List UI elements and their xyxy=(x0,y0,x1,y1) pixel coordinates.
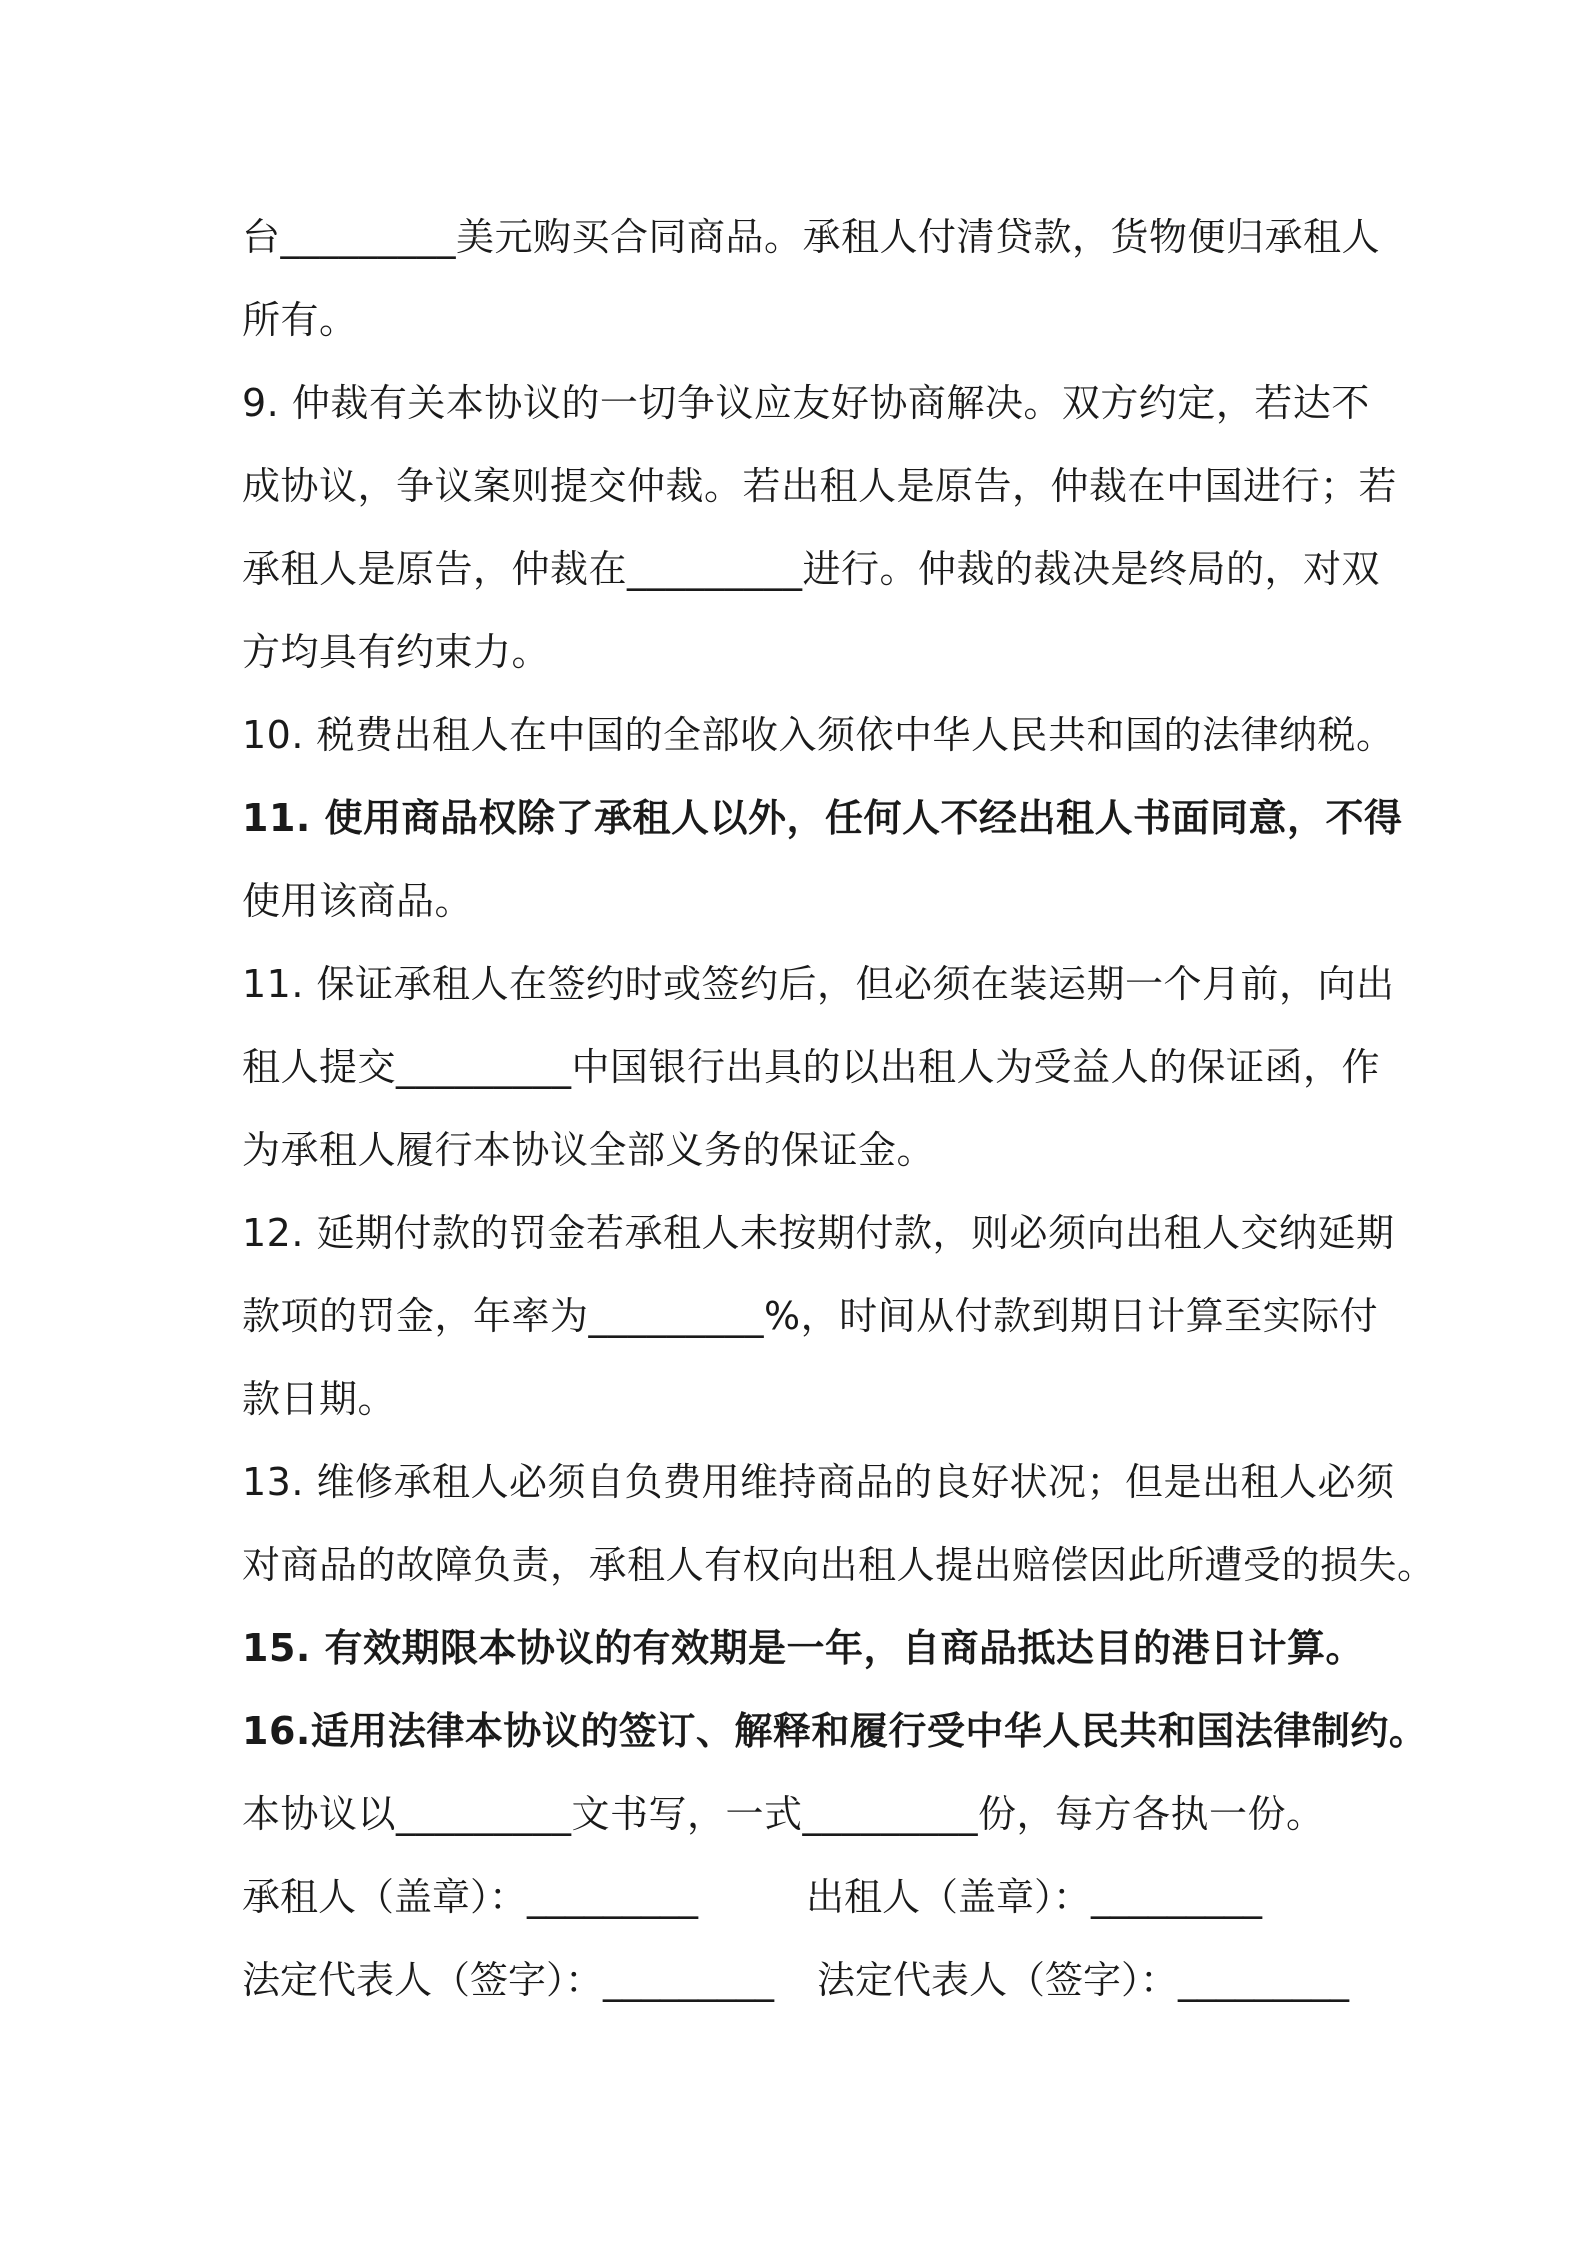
clause-13-line: 13. 维修承租人必须自负费用维持商品的良好状况；但是出租人必须 xyxy=(242,1460,1395,1504)
clause-11b-line: 11. 保证承租人在签约时或签约后，但必须在装运期一个月前，向出 xyxy=(242,962,1395,1006)
text-line: 款项的罚金，年率为_________%，时间从付款到期日计算至实际付 xyxy=(242,1294,1379,1338)
text-line: 款日期。 xyxy=(242,1377,397,1421)
text-line: 本协议以_________文书写，一式_________份，每方各执一份。 xyxy=(242,1792,1325,1836)
clause-15-line: 15. 有效期限本协议的有效期是一年，自商品抵达目的港日计算。 xyxy=(242,1626,1365,1670)
lessor-rep-field: 法定代表人（签字）：_________ xyxy=(817,1958,1350,2002)
seal-row xyxy=(242,1856,1372,1939)
text-line: 所有。 xyxy=(242,298,358,342)
text-line: 方均具有约束力。 xyxy=(242,630,551,674)
text-line: 为承租人履行本协议全部义务的保证金。 xyxy=(242,1128,936,1172)
text-line: 使用该商品。 xyxy=(242,879,474,923)
text-line: 成协议，争议案则提交仲裁。若出租人是原告，仲裁在中国进行；若 xyxy=(242,464,1398,508)
lessor-seal-field: 出租人（盖章）：_________ xyxy=(806,1875,1263,1919)
clause-10-line: 10. 税费出租人在中国的全部收入须依中华人民共和国的法律纳税。 xyxy=(242,713,1395,757)
lessee-rep-field: 法定代表人（签字）：_________ xyxy=(242,1958,775,2002)
clause-11-line: 11. 使用商品权除了承租人以外，任何人不经出租人书面同意，不得 xyxy=(242,796,1403,840)
text-line: 台_________美元购买合同商品。承租人付清贷款，货物便归承租人 xyxy=(242,215,1381,259)
text-line: 对商品的故障负责，承租人有权向出租人提出赔偿因此所遭受的损失。 xyxy=(242,1543,1436,1587)
document-page xyxy=(242,196,1436,2022)
clause-12-line: 12. 延期付款的罚金若承租人未按期付款，则必须向出租人交纳延期 xyxy=(242,1211,1395,1255)
clause-16-line: 16.适用法律本协议的签订、解释和履行受中华人民共和国法律制约。 xyxy=(242,1709,1428,1753)
text-line: 承租人是原告，仲裁在_________进行。仲裁的裁决是终局的，对双 xyxy=(242,547,1381,591)
text-line: 租人提交_________中国银行出具的以出租人为受益人的保证函，作 xyxy=(242,1045,1381,1089)
representative-row xyxy=(242,1939,1372,2022)
lessee-seal-field: 承租人（盖章）：_________ xyxy=(242,1875,699,1919)
clause-9-line: 9. 仲裁有关本协议的一切争议应友好协商解决。双方约定，若达不 xyxy=(242,381,1370,425)
